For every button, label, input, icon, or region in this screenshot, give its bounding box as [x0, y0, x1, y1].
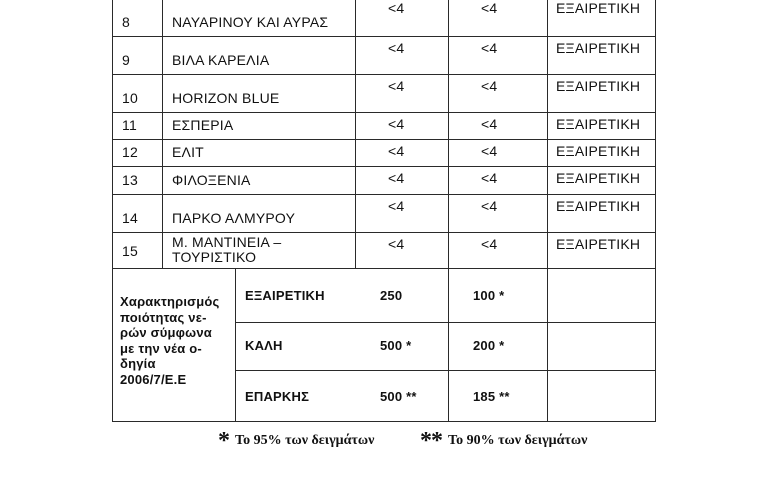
table-rule — [655, 268, 656, 422]
row-name: HORIZON BLUE — [172, 90, 280, 106]
row-quality: ΕΞΑΙΡΕΤΙΚΗ — [556, 170, 641, 186]
table-rule — [235, 421, 656, 422]
footnote-mark: ** — [420, 428, 442, 454]
row-name: Μ. ΜΑΝΤΙΝΕΙΑ – — [172, 234, 282, 250]
table-rule — [112, 74, 656, 75]
table-rule — [448, 268, 449, 422]
classification-label — [120, 294, 238, 387]
classification-value-1: 500 ** — [380, 389, 417, 404]
table-rule — [112, 139, 656, 140]
row-quality: ΕΞΑΙΡΕΤΙΚΗ — [556, 198, 641, 214]
row-name: ΠΑΡΚΟ ΑΛΜΥΡΟΥ — [172, 210, 296, 226]
row-value-1: <4 — [388, 40, 405, 56]
row-quality: ΕΞΑΙΡΕΤΙΚΗ — [556, 40, 641, 56]
classification-value-2: 100 * — [473, 288, 505, 303]
table-rule — [112, 194, 656, 195]
table-rule — [112, 421, 236, 422]
row-number: 11 — [122, 117, 137, 133]
table-rule — [112, 36, 656, 37]
table-rule — [235, 370, 656, 371]
row-number: 10 — [122, 90, 138, 106]
row-name: ΒΙΛΑ ΚΑΡΕΛΙΑ — [172, 52, 270, 68]
classification-quality: ΕΞΑΙΡΕΤΙΚΗ — [245, 288, 325, 303]
row-name: ΦΙΛΟΞΕΝΙΑ — [172, 172, 251, 188]
classification-label-line: με την νέα ο- — [120, 340, 202, 356]
table-rule — [547, 268, 548, 422]
row-quality: ΕΞΑΙΡΕΤΙΚΗ — [556, 0, 641, 16]
footnote — [218, 428, 374, 455]
row-number: 14 — [122, 210, 138, 226]
row-value-1: <4 — [388, 78, 405, 94]
row-number: 8 — [122, 14, 130, 30]
table-rule — [448, 0, 449, 269]
classification-value-2: 200 * — [473, 338, 505, 353]
classification-label-line: 2006/7/Ε.Ε — [120, 371, 187, 387]
row-number: 13 — [122, 172, 138, 188]
row-number: 9 — [122, 52, 130, 68]
row-value-1: <4 — [388, 198, 405, 214]
row-value-2: <4 — [481, 143, 498, 159]
row-value-1: <4 — [388, 116, 405, 132]
row-value-2: <4 — [481, 170, 498, 186]
row-value-2: <4 — [481, 0, 498, 16]
table-rule — [547, 0, 548, 269]
classification-quality: ΚΑΛΗ — [245, 338, 283, 353]
row-value-2: <4 — [481, 198, 498, 214]
row-name: ΕΣΠΕΡΙΑ — [172, 117, 234, 133]
row-quality: ΕΞΑΙΡΕΤΙΚΗ — [556, 143, 641, 159]
table-rule — [655, 0, 656, 269]
row-name-cont: ΤΟΥΡΙΣΤΙΚΟ — [172, 249, 257, 265]
row-name: ΕΛΙΤ — [172, 144, 204, 160]
classification-label-line: ρών σύμφωνα — [120, 325, 212, 340]
row-value-1: <4 — [388, 170, 405, 186]
row-value-1: <4 — [388, 143, 405, 159]
row-value-2: <4 — [481, 78, 498, 94]
table-rule — [162, 0, 163, 269]
row-quality: ΕΞΑΙΡΕΤΙΚΗ — [556, 78, 641, 94]
classification-value-2: 185 ** — [473, 389, 510, 404]
table-rule — [112, 112, 656, 113]
table-rule — [112, 166, 656, 167]
row-number: 15 — [122, 243, 138, 259]
row-value-2: <4 — [481, 116, 498, 132]
row-value-1: <4 — [388, 236, 405, 252]
footnote-text: Το 90% των δειγμάτων — [448, 433, 588, 448]
row-number: 12 — [122, 144, 138, 160]
footnote — [420, 428, 587, 455]
table-rule — [235, 268, 656, 269]
row-value-1: <4 — [388, 0, 405, 16]
table-rule — [112, 232, 656, 233]
row-value-2: <4 — [481, 236, 498, 252]
footnote-mark: * — [218, 428, 229, 454]
footnote-text: Το 95% των δειγμάτων — [235, 433, 375, 448]
row-value-2: <4 — [481, 40, 498, 56]
row-name: ΝΑΥΑΡΙΝΟΥ ΚΑΙ ΑΥΡΑΣ — [172, 14, 329, 30]
classification-label-line: Χαρακτηρισμός — [120, 294, 220, 309]
classification-value-1: 250 — [380, 288, 403, 303]
row-quality: ΕΞΑΙΡΕΤΙΚΗ — [556, 236, 641, 252]
classification-value-1: 500 * — [380, 338, 412, 353]
table-rule — [112, 268, 113, 422]
classification-quality: ΕΠΑΡΚΗΣ — [245, 389, 310, 404]
table-rule — [355, 0, 356, 269]
table-rule — [112, 0, 113, 269]
classification-label-line: δηγία — [120, 356, 156, 371]
table-rule — [235, 322, 656, 323]
row-quality: ΕΞΑΙΡΕΤΙΚΗ — [556, 116, 641, 132]
classification-label-line: ποιότητας νε- — [120, 309, 207, 325]
